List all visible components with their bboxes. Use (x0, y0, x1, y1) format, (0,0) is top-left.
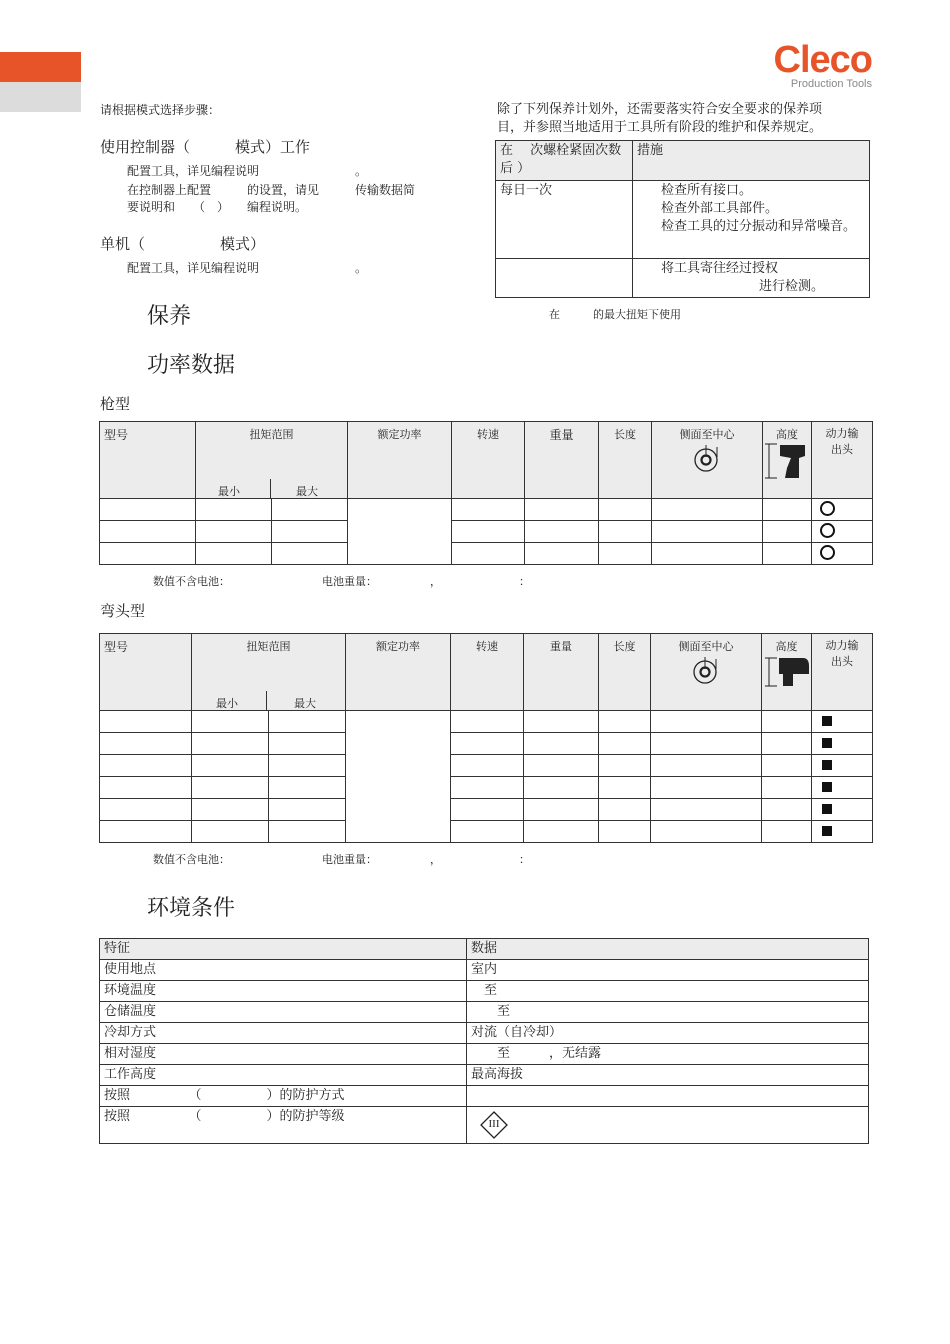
controller-mode-heading: 使用控制器（ 模式）工作 (100, 138, 311, 156)
angle-row-model (100, 821, 192, 843)
maintenance-table (495, 140, 870, 298)
cleco-logo (732, 38, 872, 90)
angle-head-length: 长度 (599, 634, 651, 711)
angle-footnote-b: 电池重量： (322, 853, 377, 866)
angle-row-model (100, 733, 192, 755)
measure-send-tool: 将工具寄往经过授权 (661, 261, 779, 276)
measure-check-vibration: 检查工具的过分振动和异常噪音。 (661, 219, 857, 234)
hex-drive-icon (820, 523, 835, 538)
choose-steps: 请根据模式选择步骤： (100, 103, 221, 117)
protection-class-label: III (488, 1118, 500, 1130)
angle-tool-height-icon (765, 654, 809, 694)
angle-row-model (100, 799, 192, 821)
pistol-head-height (763, 422, 812, 499)
env-feature: 使用地点 (100, 960, 467, 981)
pistol-title: 枪型 (100, 395, 131, 413)
angle-head-weight: 重量 (524, 634, 599, 711)
maintenance-intro-2: 目，并参照当地适用于工具所有阶段的维护和保养规定。 (497, 120, 823, 135)
square-drive-icon (822, 716, 832, 726)
square-drive-icon (822, 760, 832, 770)
angle-head-torque (192, 634, 346, 711)
standalone-mode-heading: 单机（ 模式） (100, 235, 266, 253)
side-to-center-icon (692, 444, 722, 474)
angle-row-model (100, 755, 192, 777)
pistol-footnote-a: 数值不含电池： (153, 575, 230, 588)
angle-head-model: 型号 (100, 634, 192, 711)
side-to-center-icon (691, 656, 721, 686)
pistol-row-model (100, 521, 196, 543)
pistol-footnote-c: ， (430, 575, 441, 588)
env-data: 对流（自冷却） (467, 1023, 869, 1044)
env-data-protection-class (467, 1107, 869, 1144)
pistol-footnote-b: 电池重量： (322, 575, 377, 588)
maintenance-row-daily-label: 每日一次 (496, 181, 633, 259)
square-drive-icon (822, 804, 832, 814)
pistol-head-speed: 转速 (452, 422, 525, 499)
env-feature: 环境温度 (100, 981, 467, 1002)
env-data: 室内 (467, 960, 869, 981)
env-feature: 按照 （ ）的防护等级 (100, 1107, 467, 1144)
angle-row-model (100, 777, 192, 799)
angle-row-model (100, 711, 192, 733)
section-tab-grey (0, 82, 81, 112)
env-data: 至 (467, 1002, 869, 1023)
angle-footnote-d: ： (519, 853, 530, 866)
environment-table (99, 938, 869, 1144)
angle-height-label: 高度 (775, 640, 798, 653)
maintenance-footnote: 在 的最大扭矩下使用 (549, 308, 681, 321)
env-data: 至 ，无结露 (467, 1044, 869, 1065)
section-tab-orange (0, 52, 81, 82)
pistol-footnote-d: ： (519, 575, 530, 588)
env-data: 最高海拔 (467, 1065, 869, 1086)
protection-class-icon (479, 1110, 509, 1140)
env-feature: 工作高度 (100, 1065, 467, 1086)
angle-head-height (762, 634, 812, 711)
maintenance-col-interval: 在 次螺栓紧固次数后 ） (496, 141, 633, 181)
angle-drive-label: 动力输出头 (825, 639, 859, 668)
env-feature: 按照 （ ）的防护方式 (100, 1086, 467, 1107)
angle-footnote-c: ， (430, 853, 441, 866)
pistol-head-model: 型号 (100, 422, 196, 499)
controller-step-1: 配置工具，详见编程说明 。 (127, 164, 368, 178)
env-head-data: 数据 (467, 939, 869, 960)
pistol-height-label: 高度 (776, 428, 798, 441)
angle-head-power: 额定功率 (346, 634, 451, 711)
controller-step-2: 在控制器上配置 的设置，请见 传输数据简 (127, 183, 416, 197)
pistol-tool-height-icon (765, 442, 809, 482)
pistol-row-model (100, 543, 196, 565)
maintenance-intro-1: 除了下列保养计划外，还需要落实符合安全要求的保养项 (497, 102, 823, 117)
pistol-row-model (100, 499, 196, 521)
torque-divider (266, 691, 267, 711)
angle-title: 弯头型 (100, 602, 146, 620)
pistol-torque-label: 扭矩范围 (249, 428, 294, 441)
logo-wordmark: Cleco (773, 39, 872, 81)
hex-drive-icon (820, 545, 835, 560)
pistol-head-power: 额定功率 (348, 422, 452, 499)
measure-check-parts: 检查外部工具部件。 (661, 201, 779, 216)
pistol-head-min: 最小 (218, 485, 240, 498)
env-data: 至 (467, 981, 869, 1002)
pistol-head-max: 最大 (296, 485, 318, 498)
pistol-side-label: 侧面至中心 (679, 428, 735, 441)
pistol-head-weight: 重量 (525, 422, 599, 499)
maintenance-row-daily-measures (633, 181, 870, 259)
heading-maintenance: 保养 (147, 304, 192, 329)
angle-head-max: 最大 (294, 697, 316, 710)
logo-subtitle: Production Tools (790, 78, 872, 90)
angle-table (99, 633, 873, 843)
pistol-power-cell (348, 499, 452, 565)
env-feature: 冷却方式 (100, 1023, 467, 1044)
angle-side-label: 侧面至中心 (678, 640, 734, 653)
maintenance-col-measures: 措施 (633, 141, 870, 181)
env-head-feature: 特征 (100, 939, 467, 960)
maintenance-row-2-label (496, 259, 633, 298)
angle-torque-label: 扭矩范围 (246, 640, 291, 653)
pistol-head-drive (812, 422, 873, 499)
pistol-head-length: 长度 (599, 422, 652, 499)
maintenance-row-2-measures (633, 259, 870, 298)
square-drive-icon (822, 826, 832, 836)
controller-step-2-cont: 要说明和 （ ） 编程说明。 (127, 200, 308, 214)
measure-check-connections: 检查所有接口。 (661, 183, 753, 198)
heading-environment: 环境条件 (147, 896, 236, 921)
env-feature: 相对湿度 (100, 1044, 467, 1065)
angle-head-side (651, 634, 762, 711)
pistol-table (99, 421, 873, 565)
angle-head-drive (812, 634, 873, 711)
angle-footnote-a: 数值不含电池： (153, 853, 230, 866)
standalone-step-1: 配置工具，详见编程说明 。 (127, 261, 368, 275)
angle-power-cell (346, 711, 451, 843)
square-drive-icon (822, 738, 832, 748)
angle-head-speed: 转速 (451, 634, 524, 711)
heading-power-data: 功率数据 (147, 353, 236, 378)
pistol-drive-label: 动力输出头 (825, 427, 859, 456)
hex-drive-icon (820, 501, 835, 516)
angle-head-min: 最小 (216, 697, 238, 710)
torque-divider (270, 479, 271, 499)
env-data (467, 1086, 869, 1107)
measure-inspection: 进行检测。 (759, 279, 825, 294)
env-feature: 仓储温度 (100, 1002, 467, 1023)
pistol-head-torque (196, 422, 348, 499)
square-drive-icon (822, 782, 832, 792)
pistol-head-side (652, 422, 763, 499)
